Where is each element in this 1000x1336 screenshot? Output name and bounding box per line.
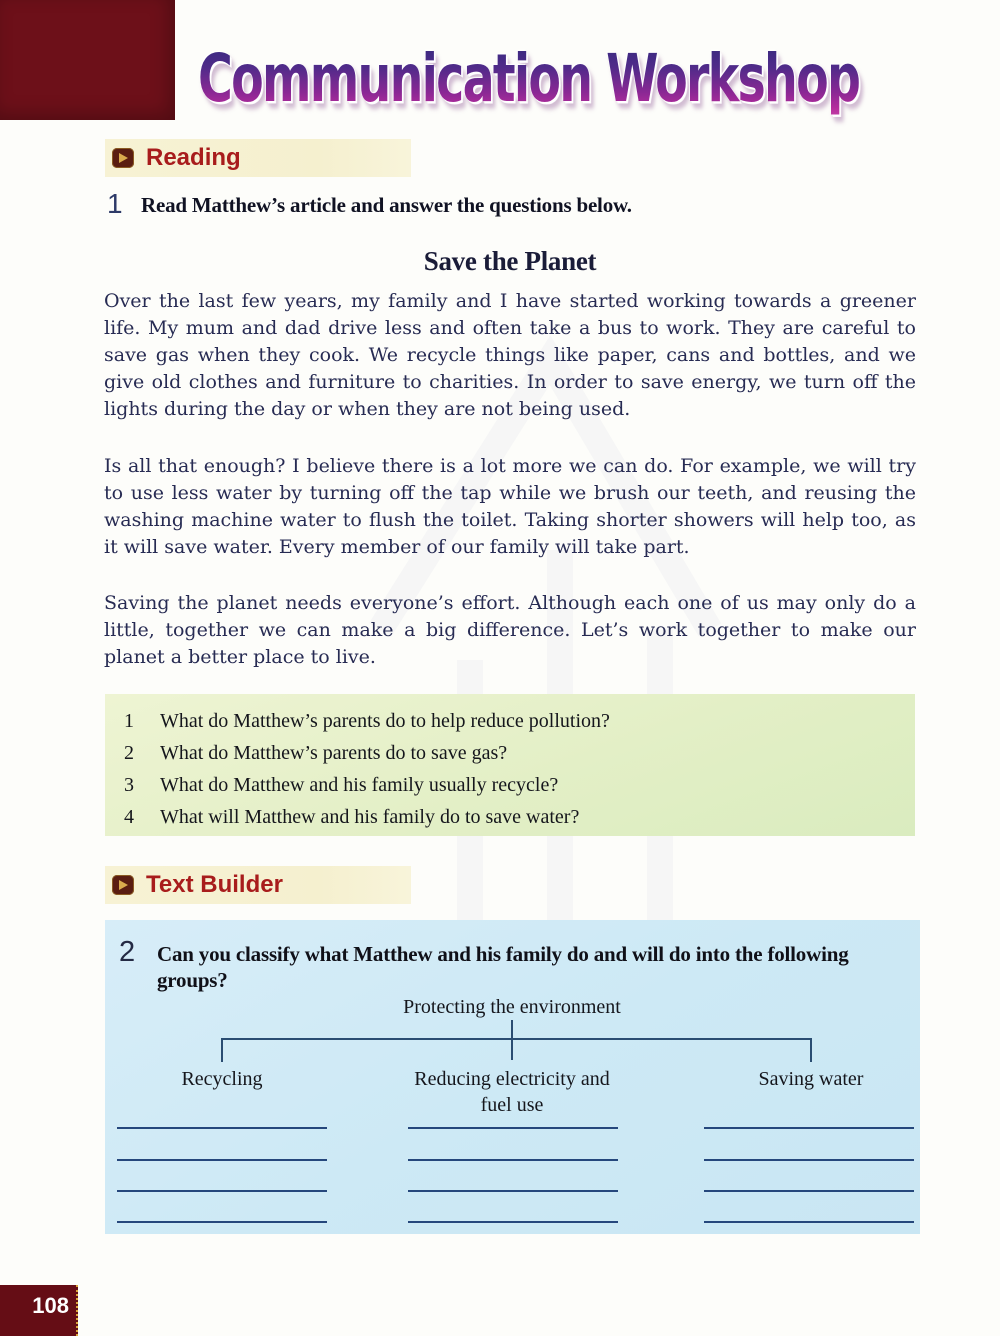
question-number: 3 [124,774,134,796]
article-paragraph-2: Is all that enough? I believe there is a lot more we can do. For example, we will try to use less water by turning off the tap while we brush our teeth, and reusing the washing machine water to flush the toilet. Taking shorter showers will help too, as it will save water. Every member of our family will take part. [104,455,916,558]
write-blank [704,1159,914,1161]
question-text: What do Matthew’s parents do to save gas? [160,742,508,764]
diagram-root-label: Protecting the environment [403,996,621,1018]
write-blank [408,1159,618,1161]
question-number: 2 [124,742,134,764]
write-blank [117,1127,327,1129]
question-number: 4 [124,806,134,828]
question-text: What do Matthew and his family usually recycle? [160,774,559,796]
diagram-stem-line [511,1020,513,1060]
diagram-right-tick [810,1038,812,1062]
write-blank [408,1127,618,1129]
play-arrow-badge-icon [112,875,134,895]
corner-decoration [0,0,175,120]
write-blank [117,1190,327,1192]
exercise-1-instruction: Read Matthew’s article and answer the questions below. [141,193,632,217]
write-blank [408,1221,618,1223]
diagram-horizontal-line [221,1038,812,1040]
questions-box [105,694,915,836]
play-arrow-badge-icon [112,148,134,168]
text-builder-section-label: Text Builder [146,871,283,898]
article-paragraph-3: Saving the planet needs everyone’s effort. Although each one of us may only do a little, together we can make a big difference. Let’s work together to make our planet a better place to live. [104,592,916,668]
exercise-2-number: 2 [119,936,136,968]
classify-box [105,920,920,1234]
write-blank [704,1127,914,1129]
page-title: Communication Workshop [198,40,860,117]
arrow-glyph [119,153,128,163]
article-paragraph-1: Over the last few years, my family and I have started working towards a greener life. My mum and dad drive less and often take a bus to work. They are careful to save gas when they cook. We recycle things like paper, cans and bottles, and we give old clothes and furniture to charities. In order to save energy, we turn off the lights during the day or when they are not being used. [104,290,916,420]
write-blank [117,1221,327,1223]
branch-label-electricity: Reducing electricity and fuel use [414,1068,610,1116]
write-blank [408,1190,618,1192]
text-builder-section-header [105,866,411,904]
reading-section-label: Reading [146,144,241,171]
write-blank [704,1190,914,1192]
diagram-left-tick [221,1038,223,1062]
arrow-glyph [119,880,128,890]
exercise-1-number: 1 [107,188,123,219]
write-blank [117,1159,327,1161]
article-title: Save the Planet [423,246,597,276]
branch-label-saving-water: Saving water [758,1068,864,1090]
page-number: 108 [32,1293,69,1318]
exercise-2-instruction: Can you classify what Matthew and his family do and will do into the following groups? [157,942,849,992]
page-number-badge [0,1285,78,1336]
branch-label-recycling: Recycling [181,1068,263,1090]
question-text: What will Matthew and his family do to save water? [160,806,580,828]
question-number: 1 [124,710,134,732]
question-text: What do Matthew’s parents do to help reduce pollution? [160,710,610,732]
write-blank [704,1221,914,1223]
reading-section-header [105,139,411,177]
